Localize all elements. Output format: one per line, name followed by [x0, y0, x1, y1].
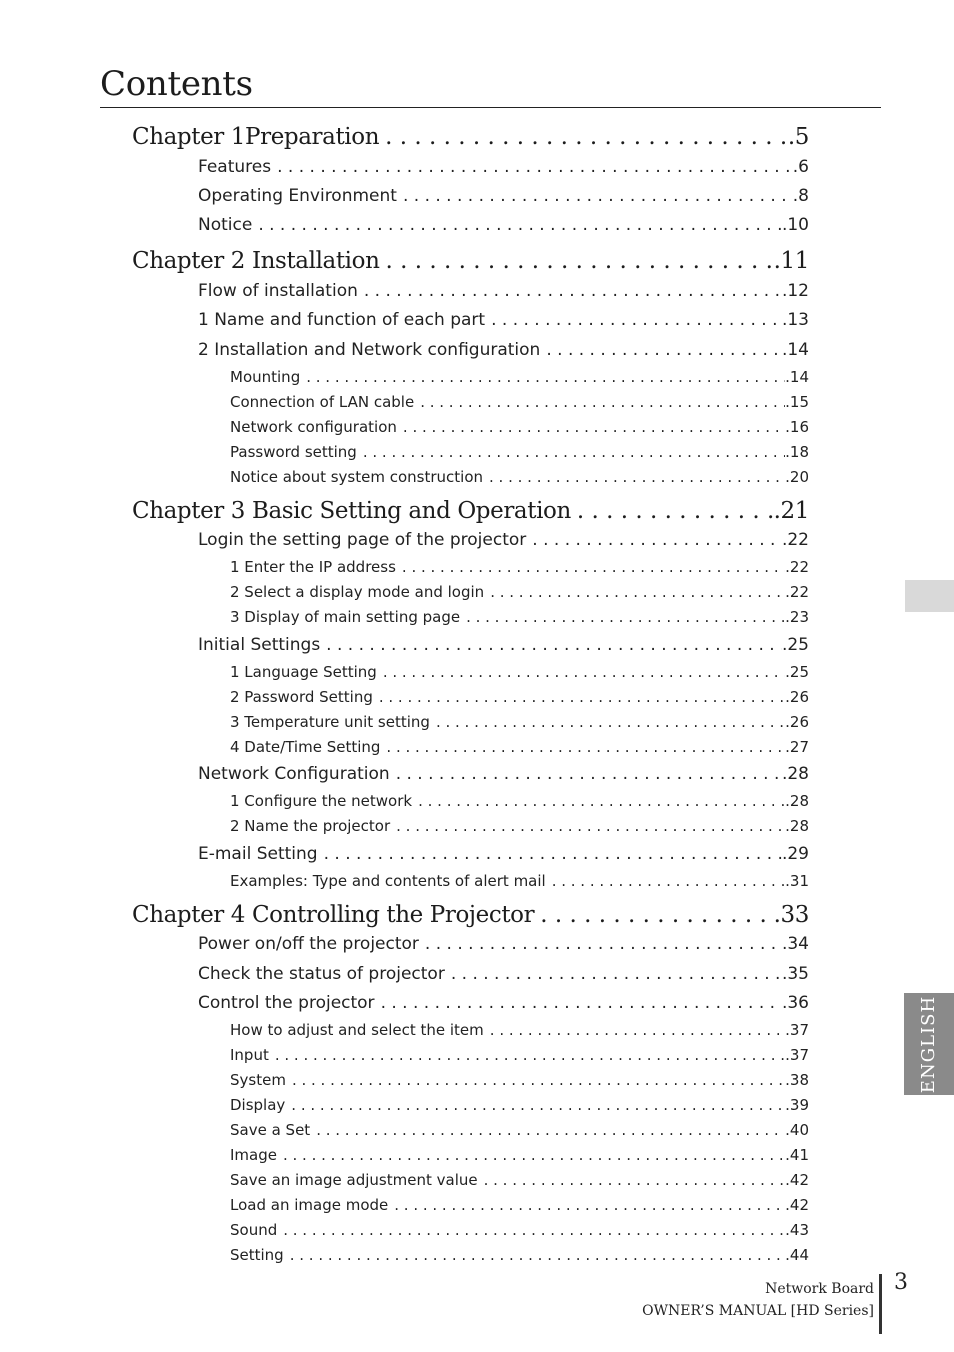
footer-divider: [879, 1274, 882, 1334]
footer: [642, 1278, 874, 1322]
toc-entry-title: 1 Enter the IP address: [230, 558, 396, 576]
toc-dot-leader: [425, 934, 782, 954]
toc-entry-page: .14: [785, 368, 809, 386]
toc-subsection-entry[interactable]: [230, 418, 809, 440]
toc-entry-page: .42: [785, 1196, 809, 1214]
toc-entry-title: 1 Language Setting: [230, 663, 377, 681]
toc-section-entry[interactable]: [198, 215, 809, 239]
toc-entry-page: .21: [773, 498, 809, 524]
toc-section-entry[interactable]: [198, 764, 809, 788]
toc-entry-page: .22: [785, 558, 809, 576]
toc-dot-leader: [484, 1171, 786, 1189]
toc-entry-title: Mounting: [230, 368, 301, 386]
toc-entry-title: Examples: Type and contents of alert mail: [230, 872, 546, 890]
toc-dot-leader: [396, 764, 782, 784]
toc-dot-leader: [402, 558, 785, 576]
toc-section-entry[interactable]: [198, 186, 809, 210]
toc-dot-leader: [490, 583, 785, 601]
toc-entry-title: 2 Installation and Network configuration: [198, 340, 541, 360]
toc-dot-leader: [277, 157, 793, 177]
toc-entry-title: 4 Date/Time Setting: [230, 738, 381, 756]
toc-section-entry[interactable]: [198, 340, 809, 364]
toc-entry-page: .6: [792, 157, 809, 177]
toc-subsection-entry[interactable]: [230, 1221, 809, 1243]
toc-subsection-entry[interactable]: [230, 1096, 809, 1118]
toc-subsection-entry[interactable]: [230, 1171, 809, 1193]
toc-subsection-entry[interactable]: [230, 1121, 809, 1143]
toc-entry-title: Login the setting page of the projector: [198, 530, 527, 550]
toc-entry-page: .20: [785, 468, 809, 486]
toc-dot-leader: [532, 530, 782, 550]
toc-entry-page: .28: [785, 792, 809, 810]
toc-entry-page: .35: [781, 964, 809, 984]
toc-entry-title: Save an image adjustment value: [230, 1171, 478, 1189]
toc-entry-title: 3 Display of main setting page: [230, 608, 461, 626]
toc-dot-leader: [290, 1246, 785, 1264]
toc-dot-leader: [363, 443, 785, 461]
toc-dot-leader: [292, 1071, 785, 1089]
toc-entry-title: 3 Temperature unit setting: [230, 713, 430, 731]
toc-entry-title: Features: [198, 157, 272, 177]
toc-entry-page: .11: [773, 248, 809, 274]
toc-dot-leader: [316, 1121, 785, 1139]
toc-entry-page: .44: [785, 1246, 809, 1264]
toc-entry-title: System: [230, 1071, 286, 1089]
toc-section-entry[interactable]: [198, 635, 809, 659]
toc-entry-title: 1 Name and function of each part: [198, 310, 486, 330]
toc-dot-leader: [326, 635, 782, 655]
toc-subsection-entry[interactable]: [230, 738, 809, 760]
toc-subsection-entry[interactable]: [230, 1246, 809, 1268]
toc-dot-leader: [364, 281, 782, 301]
toc-dot-leader: [291, 1096, 785, 1114]
toc-subsection-entry[interactable]: [230, 468, 809, 490]
toc-subsection-entry[interactable]: [230, 443, 809, 465]
toc-dot-leader: [306, 368, 785, 386]
toc-entry-title: 1 Configure the network: [230, 792, 413, 810]
toc-dot-leader: [436, 713, 785, 731]
toc-chapter-entry[interactable]: [132, 902, 809, 934]
toc-subsection-entry[interactable]: [230, 1071, 809, 1093]
page-number: 3: [894, 1270, 908, 1295]
toc-dot-leader: [386, 248, 774, 274]
toc-entry-title: Display: [230, 1096, 286, 1114]
toc-subsection-entry[interactable]: [230, 368, 809, 390]
toc-section-entry[interactable]: [198, 530, 809, 554]
toc-entry-title: Initial Settings: [198, 635, 321, 655]
toc-subsection-entry[interactable]: [230, 608, 809, 630]
toc-entry-page: .25: [785, 663, 809, 681]
toc-dot-leader: [552, 872, 785, 890]
toc-dot-leader: [403, 418, 785, 436]
toc-entry-title: Connection of LAN cable: [230, 393, 415, 411]
toc-entry-page: .34: [781, 934, 809, 954]
toc-dot-leader: [418, 792, 785, 810]
toc-dot-leader: [546, 340, 782, 360]
toc-dot-leader: [451, 964, 782, 984]
toc-section-entry[interactable]: [198, 964, 809, 988]
toc-entry-page: .42: [785, 1171, 809, 1189]
toc-subsection-entry[interactable]: [230, 1146, 809, 1168]
toc-entry-title: 2 Select a display mode and login: [230, 583, 485, 601]
toc-dot-leader: [420, 393, 785, 411]
toc-subsection-entry[interactable]: [230, 792, 809, 814]
toc-entry-title: Image: [230, 1146, 277, 1164]
side-thumb-tab: [905, 580, 954, 612]
toc-entry-page: .15: [785, 393, 809, 411]
toc-section-entry[interactable]: [198, 844, 809, 868]
toc-subsection-entry[interactable]: [230, 713, 809, 735]
toc-entry-page: .26: [785, 713, 809, 731]
toc-subsection-entry[interactable]: [230, 817, 809, 839]
toc-entry-page: .22: [785, 583, 809, 601]
toc-dot-leader: [324, 844, 782, 864]
toc-chapter-entry[interactable]: [132, 248, 809, 280]
toc-entry-title: Chapter 4 Controlling the Projector: [132, 902, 535, 928]
toc-entry-title: Network configuration: [230, 418, 397, 436]
toc-entry-page: .25: [781, 635, 809, 655]
toc-dot-leader: [385, 124, 788, 150]
toc-entry-page: .28: [781, 764, 809, 784]
toc-entry-page: .33: [773, 902, 809, 928]
toc-entry-page: .23: [785, 608, 809, 626]
toc-entry-page: .5: [787, 124, 809, 150]
toc-subsection-entry[interactable]: [230, 872, 809, 894]
toc-subsection-entry[interactable]: [230, 393, 809, 415]
toc-subsection-entry[interactable]: [230, 1196, 809, 1218]
toc-subsection-entry[interactable]: [230, 583, 809, 605]
toc-dot-leader: [283, 1221, 785, 1239]
toc-dot-leader: [577, 498, 774, 524]
toc-dot-leader: [379, 688, 785, 706]
toc-entry-title: Password setting: [230, 443, 357, 461]
toc-dot-leader: [396, 817, 785, 835]
toc-entry-page: .8: [792, 186, 809, 206]
toc-entry-page: .10: [781, 215, 809, 235]
toc-entry-page: .39: [785, 1096, 809, 1114]
toc-entry-title: Notice: [198, 215, 253, 235]
toc-entry-title: Chapter 3 Basic Setting and Operation: [132, 498, 571, 524]
toc-subsection-entry[interactable]: [230, 558, 809, 580]
toc-entry-page: .22: [781, 530, 809, 550]
toc-entry-title: Operating Environment: [198, 186, 397, 206]
toc-subsection-entry[interactable]: [230, 1046, 809, 1068]
toc-entry-title: Notice about system construction: [230, 468, 484, 486]
toc-entry-title: Power on/off the projector: [198, 934, 419, 954]
toc-entry-title: Sound: [230, 1221, 278, 1239]
toc-dot-leader: [386, 738, 785, 756]
toc-entry-page: .13: [781, 310, 809, 330]
toc-entry-page: .37: [785, 1046, 809, 1064]
toc-entry-title: E-mail Setting: [198, 844, 318, 864]
toc-entry-page: .14: [781, 340, 809, 360]
toc-entry-title: How to adjust and select the item: [230, 1021, 484, 1039]
toc-entry-page: .29: [781, 844, 809, 864]
toc-entry-page: .41: [785, 1146, 809, 1164]
toc-entry-page: .36: [781, 993, 809, 1013]
toc-section-entry[interactable]: [198, 310, 809, 334]
toc-dot-leader: [258, 215, 782, 235]
toc-dot-leader: [275, 1046, 785, 1064]
toc-entry-title: Network Configuration: [198, 764, 390, 784]
toc-section-entry[interactable]: [198, 157, 809, 181]
toc-dot-leader: [491, 310, 782, 330]
toc-section-entry[interactable]: [198, 281, 809, 305]
toc-dot-leader: [489, 468, 785, 486]
toc-entry-title: Chapter 2 Installation: [132, 248, 380, 274]
footer-manual-name: OWNER’S MANUAL [HD Series]: [642, 1303, 874, 1319]
toc-dot-leader: [490, 1021, 785, 1039]
toc-dot-leader: [383, 663, 785, 681]
toc-entry-title: Setting: [230, 1246, 284, 1264]
language-tab-label: ENGLISH: [918, 995, 940, 1093]
toc-entry-page: .28: [785, 817, 809, 835]
toc-dot-leader: [283, 1146, 785, 1164]
toc-dot-leader: [381, 993, 782, 1013]
toc-entry-title: Load an image mode: [230, 1196, 389, 1214]
toc-entry-page: .27: [785, 738, 809, 756]
toc-entry-page: .37: [785, 1021, 809, 1039]
toc-entry-page: .12: [781, 281, 809, 301]
toc-entry-title: Chapter 1Preparation: [132, 124, 380, 150]
toc-entry-page: .26: [785, 688, 809, 706]
toc-entry-page: .40: [785, 1121, 809, 1139]
toc-subsection-entry[interactable]: [230, 663, 809, 685]
toc-section-entry[interactable]: [198, 993, 809, 1017]
toc-entry-title: Save a Set: [230, 1121, 311, 1139]
toc-entry-title: 2 Password Setting: [230, 688, 373, 706]
toc-entry-title: Check the status of projector: [198, 964, 445, 984]
toc-chapter-entry[interactable]: [132, 498, 809, 530]
toc-entry-page: .43: [785, 1221, 809, 1239]
toc-chapter-entry[interactable]: [132, 124, 809, 156]
toc-dot-leader: [394, 1196, 785, 1214]
toc-entry-page: .16: [785, 418, 809, 436]
toc-entry-title: 2 Name the projector: [230, 817, 391, 835]
toc-section-entry[interactable]: [198, 934, 809, 958]
language-tab: [904, 993, 954, 1095]
toc-entry-title: Flow of installation: [198, 281, 358, 301]
toc-entry-page: .18: [785, 443, 809, 461]
toc-dot-leader: [540, 902, 773, 928]
toc-subsection-entry[interactable]: [230, 1021, 809, 1043]
toc-subsection-entry[interactable]: [230, 688, 809, 710]
toc-entry-page: .38: [785, 1071, 809, 1089]
toc-entry-title: Control the projector: [198, 993, 375, 1013]
toc-dot-leader: [466, 608, 785, 626]
footer-product-name: Network Board: [765, 1281, 874, 1297]
page-title: Contents: [100, 64, 253, 104]
toc-entry-page: .31: [785, 872, 809, 890]
toc-dot-leader: [403, 186, 793, 206]
toc-entry-title: Input: [230, 1046, 269, 1064]
